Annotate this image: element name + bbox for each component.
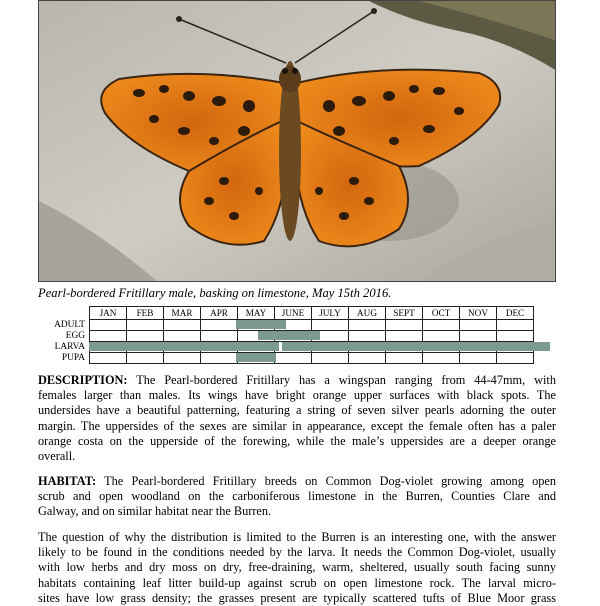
adult-period-bar — [236, 320, 286, 329]
description-line: The Pearl-bordered Fritillary has a wingspan ranging from 44-47mm, with — [127, 373, 556, 387]
distribution-line: with low herbs and dry moss on dry, free-draining, warm, sheltered, usually south facing sunny — [38, 560, 556, 575]
row-label-pupa: PUPA — [61, 353, 85, 363]
month-feb: FEB — [127, 307, 164, 320]
description-line: undersides have a beautiful patterning, featuring a string of seven silver pearls adorning the outer — [38, 403, 556, 418]
row-label-egg: EGG — [65, 331, 85, 341]
habitat-line: The Pearl-bordered Fritillary breeds on Common Dog-violet growing among open — [96, 474, 556, 488]
description-section — [38, 373, 556, 464]
month-aug: AUG — [349, 307, 386, 320]
month-july: JULY — [312, 307, 349, 320]
larva-period-bar-1 — [89, 342, 279, 351]
distribution-line: sites have low grass density; the grasses present are typically scattered tufts of Blue Moor grass — [38, 590, 556, 605]
description-heading: DESCRIPTION: — [38, 373, 128, 387]
description-line: females larger than males. Its wings have bright orange upper surfaces with black spots. The — [38, 388, 556, 403]
distribution-line: The question of why the distribution is limited to the Burren is an interesting one, with the answer — [38, 530, 556, 544]
month-sept: SEPT — [386, 307, 423, 320]
distribution-section — [38, 530, 556, 606]
egg-period-bar — [258, 331, 320, 340]
description-line: orange costa on the upperside of the forewing, while the male’s uppersides are a deeper orange — [38, 433, 556, 448]
butterfly-photo — [38, 0, 556, 282]
distribution-line: likely to be found in the conditions needed by the larva. It needs the Common Dog-violet, usually — [38, 545, 556, 560]
row-label-adult: ADULT — [54, 320, 85, 330]
photo-caption: Pearl-bordered Fritillary male, basking on limestone, May 15th 2016. — [38, 286, 392, 300]
month-dec: DEC — [497, 307, 534, 320]
habitat-heading: HABITAT: — [38, 474, 97, 488]
month-june: JUNE — [275, 307, 312, 320]
description-line: margin. The uppersides of the sexes are similar in appearance, except the female often has a paler — [38, 418, 556, 433]
month-may: MAY — [238, 307, 275, 320]
habitat-line: Galway, and on similar habitat near the Burren. — [38, 504, 272, 519]
habitat-line: scrub and open woodland on the carboniferous limestone in the Burren, Counties Clare and — [38, 489, 556, 504]
month-oct: OCT — [423, 307, 460, 320]
pupa-period-bar — [236, 353, 276, 362]
row-label-larva: LARVA — [54, 342, 85, 352]
month-mar: MAR — [164, 307, 201, 320]
habitat-section — [38, 474, 556, 520]
distribution-line: habitats containing leaf litter build-up against scrub on open limestone rock. The larval micro- — [38, 575, 556, 590]
month-jan: JAN — [90, 307, 127, 320]
description-line: overall. — [38, 448, 76, 463]
month-nov: NOV — [460, 307, 497, 320]
larva-period-bar-2 — [282, 342, 550, 351]
month-apr: APR — [201, 307, 238, 320]
